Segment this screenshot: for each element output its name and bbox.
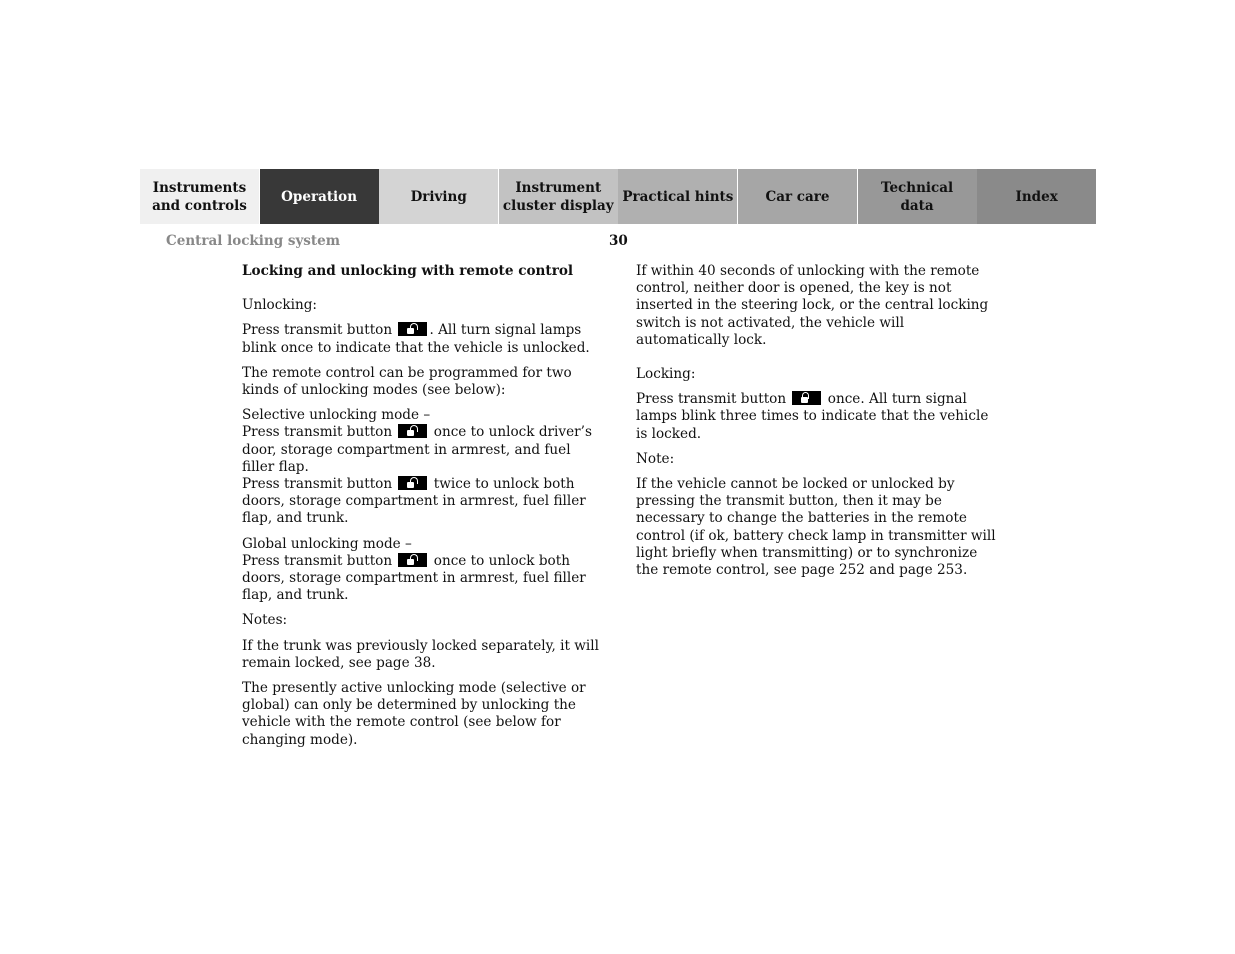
page-number: 30 <box>609 233 628 249</box>
section-tabs <box>140 169 1097 224</box>
paragraph: If within 40 seconds of unlocking with the remote control, neither door is opened, the key is not inserted in the steering lock, or the central locking switch is not activated, the vehicle will automatically lock. <box>636 263 989 348</box>
text: once to unlock both doors, storage compartment in armrest, fuel filler flap, and trunk. <box>242 552 586 604</box>
tab-technical-data[interactable]: Technical data <box>858 169 977 224</box>
text: . All turn signal lamps blink once to indicate that the vehicle is unlocked. <box>242 322 590 356</box>
paragraph: If the vehicle cannot be locked or unlocked by pressing the transmit button, then it may be necessary to change the batteries in the remote control (if ok, battery check lamp in transmitter will light briefly when transmitting) or to synchronize the remote control, see page 252 and page 253. <box>636 476 996 579</box>
unlock-button-icon <box>398 322 427 336</box>
notes-label: Notes: <box>242 612 288 629</box>
text: Press transmit button <box>242 424 397 441</box>
paragraph <box>242 407 602 527</box>
note-label: Note: <box>636 450 675 467</box>
tab-driving[interactable]: Driving <box>379 169 498 224</box>
unlock-button-icon <box>398 424 427 438</box>
right-column <box>636 263 996 587</box>
section-title: Central locking system <box>166 233 341 249</box>
text: twice to unlock both doors, storage compartment in armrest, fuel filler flap, and trunk. <box>242 476 586 527</box>
text: Selective unlocking mode – <box>242 407 431 424</box>
locking-label: Locking: <box>636 366 696 383</box>
paragraph <box>242 322 602 356</box>
paragraph <box>242 536 602 605</box>
paragraph: If the trunk was previously locked separately, it will remain locked, see page 38. <box>242 637 599 671</box>
unlock-button-icon <box>398 553 427 567</box>
paragraph: The presently active unlocking mode (selective or global) can only be determined by unlocking the vehicle with the remote control (see below for changing mode). <box>242 680 586 748</box>
tab-instrument-cluster-display[interactable]: Instrument cluster display <box>499 169 618 224</box>
tab-instruments-and-controls[interactable]: Instruments and controls <box>140 169 259 224</box>
text: Press transmit button <box>636 391 791 408</box>
text: once to unlock driver’s door, storage compartment in armrest, and fuel filler flap. <box>242 424 592 475</box>
text: Global unlocking mode – <box>242 535 412 552</box>
unlocking-label: Unlocking: <box>242 297 317 314</box>
text: Press transmit button <box>242 552 397 569</box>
heading: Locking and unlocking with remote control <box>242 263 574 279</box>
text: Press transmit button <box>242 322 397 339</box>
text: Press transmit button <box>242 476 397 493</box>
tab-index[interactable]: Index <box>977 169 1096 224</box>
text: once. All turn signal lamps blink three times to indicate that the vehicle is locked. <box>636 391 989 442</box>
lock-button-icon <box>792 391 821 405</box>
paragraph: The remote control can be programmed for two kinds of unlocking modes (see below): <box>242 364 572 399</box>
unlock-button-icon <box>398 476 427 490</box>
tab-operation[interactable]: Operation <box>260 169 379 224</box>
tab-practical-hints[interactable]: Practical hints <box>618 169 737 224</box>
tab-car-care[interactable]: Car care <box>738 169 857 224</box>
left-column <box>242 263 602 757</box>
paragraph <box>636 391 996 443</box>
